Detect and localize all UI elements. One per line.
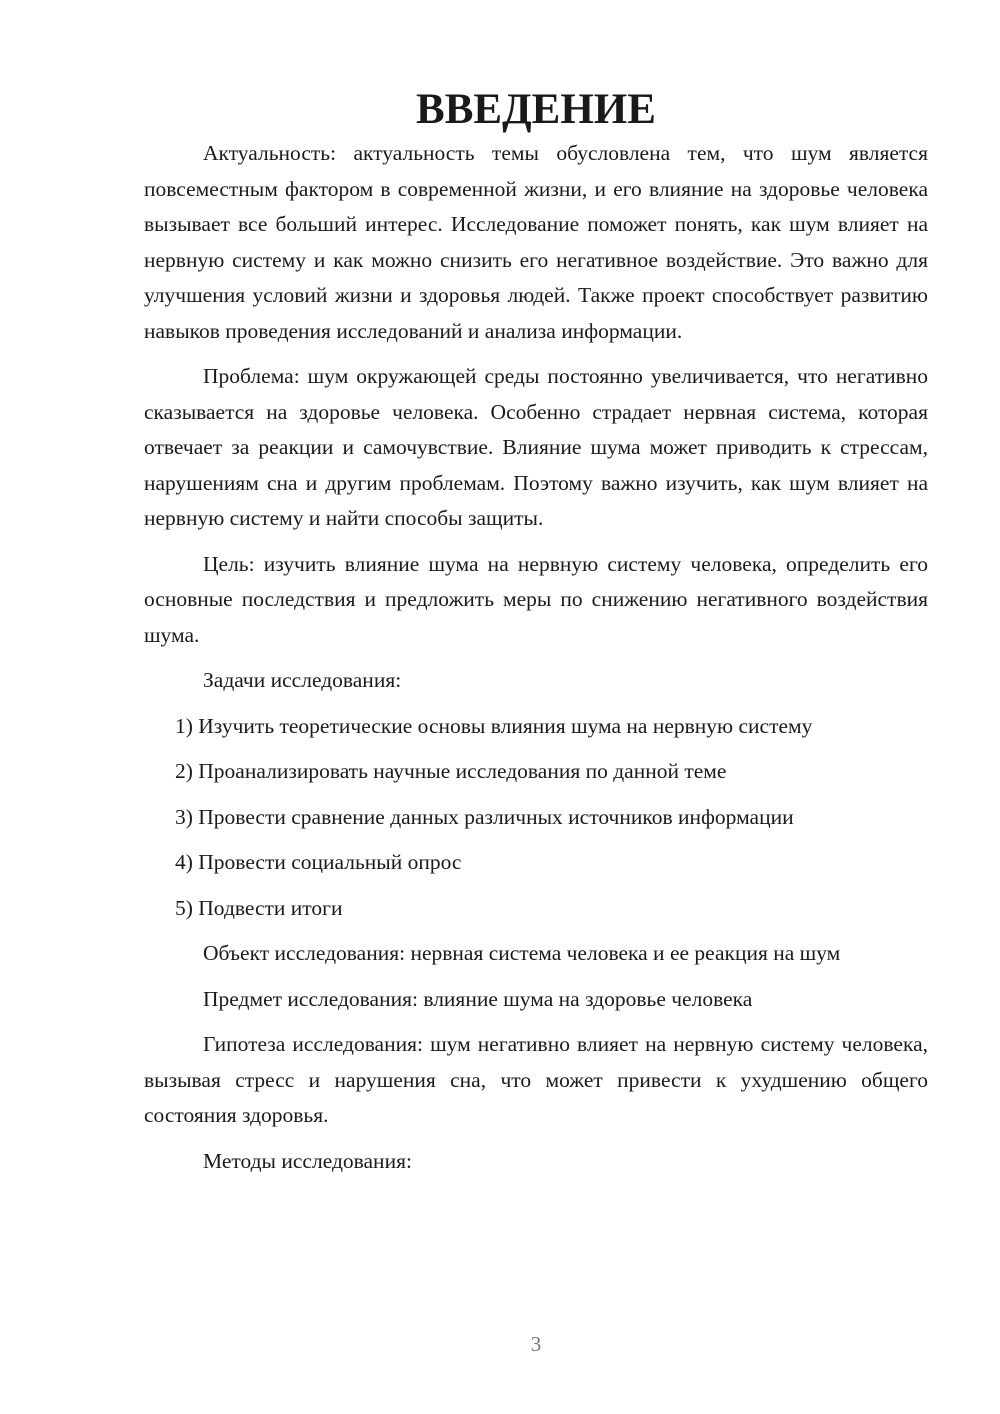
list-item: 3) Провести сравнение данных различных источников информации <box>175 804 794 829</box>
methods-title: Методы исследования: <box>203 1148 412 1173</box>
page-content <box>144 86 928 1189</box>
hypothesis-paragraph: Гипотеза исследования: шум негативно влияет на нервную систему человека, вызывая стресс и нарушения сна, что может привести к ухудшению общего состояния здоровья. <box>144 1032 928 1127</box>
goal-paragraph: Цель: изучить влияние шума на нервную систему человека, определить его основные последствия и предложить меры по снижению негативного воздействия шума. <box>144 551 928 647</box>
object-paragraph: Объект исследования: нервная система человека и ее реакция на шум <box>203 941 841 965</box>
tasks-list <box>144 709 928 927</box>
page-heading: ВВЕДЕНИЕ <box>416 86 656 133</box>
list-item: 4) Провести социальный опрос <box>175 850 462 874</box>
tasks-title: Задачи исследования: <box>203 668 402 692</box>
page-number: 3 <box>530 1332 542 1356</box>
list-item: 1) Изучить теоретические основы влияния шума на нервную систему <box>175 713 813 738</box>
subject-paragraph: Предмет исследования: влияние шума на здоровье человека <box>203 986 753 1011</box>
relevance-paragraph: Актуальность: актуальность темы обусловлена тем, что шум является повсеместным фактором в современной жизни, и его влияние на здоровье человека вызывает все больший интерес. Исследование поможет понять, как шум влияет на нервную систему и как можно снизить его негативное воздействие. Это важно для улучшения условий жизни и здоровья людей. Также проект способствует развитию навыков проведения исследований и анализа информации. <box>144 141 928 343</box>
problem-paragraph: Проблема: шум окружающей среды постоянно увеличивается, что негативно сказывается на здоровье человека. Особенно страдает нервная система, которая отвечает за реакции и самочувствие. Влияние шума может приводить к стрессам, нарушениям сна и другим проблемам. Поэтому важно изучить, как шум влияет на нервную систему и найти способы защиты. <box>144 364 928 530</box>
list-item: 2) Проанализировать научные исследования по данной теме <box>175 759 727 783</box>
list-item: 5) Подвести итоги <box>175 895 343 920</box>
